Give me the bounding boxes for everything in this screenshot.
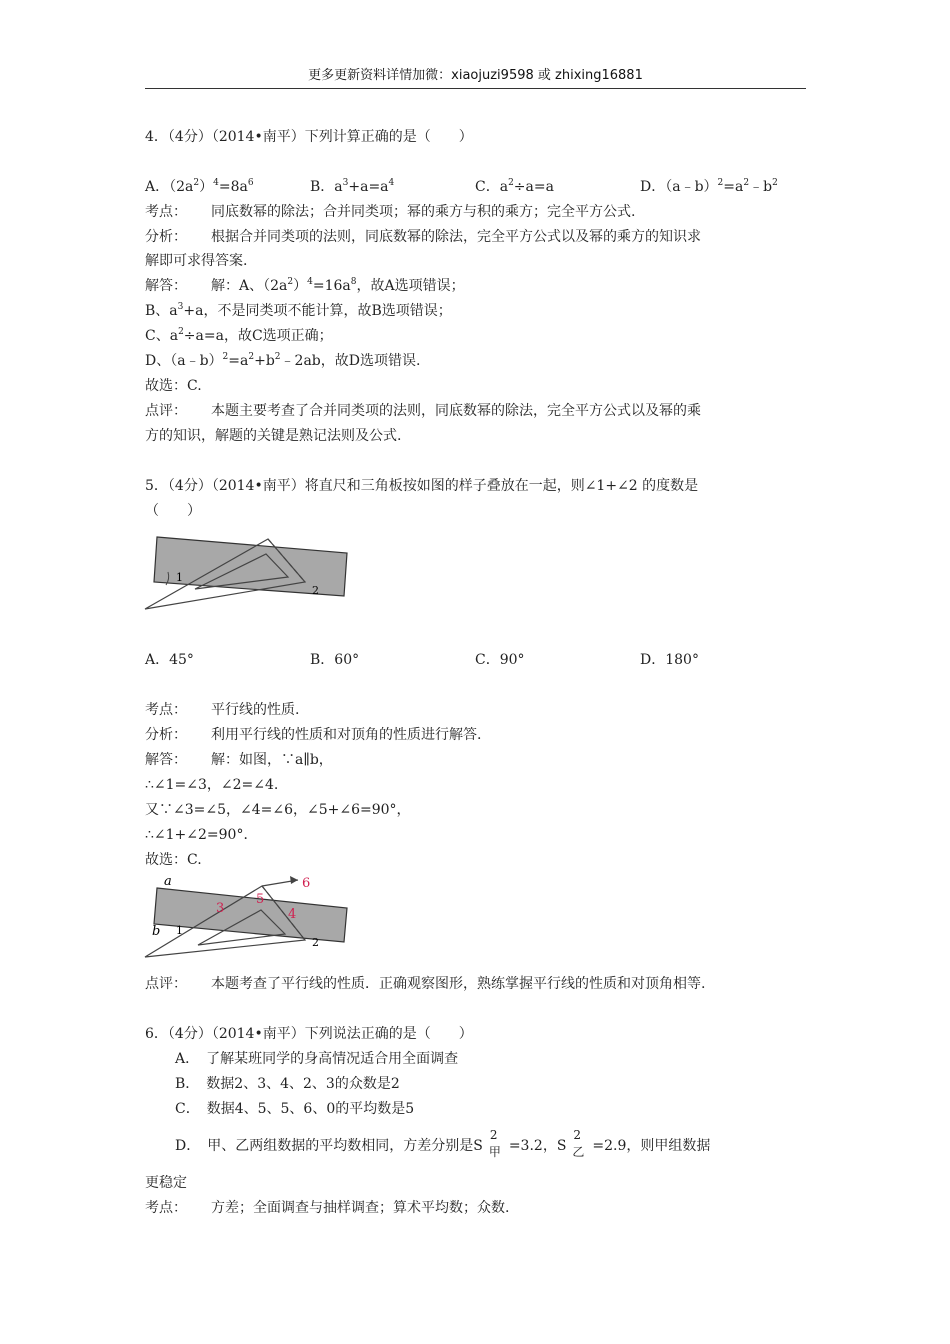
q4-jieda-1: 解答： 解：A、$(2a^2)^4=16a^8$，故A选项错误；	[145, 277, 465, 294]
q5-jieda-3: 又∵∠3=∠5，∠4=∠6，∠5+∠6=90°，	[145, 802, 411, 818]
q5-answer: 故选：C.	[145, 852, 202, 868]
q5-option-b: B．60°	[310, 652, 360, 668]
fig2-label-4: 4	[288, 907, 297, 922]
page-header: 更多更新资料详情加微：xiaojuzi9598 或 zhixing16881	[308, 68, 643, 83]
q6-stem: 6．（4分）（2014•南平）下列说法正确的是（ ）	[145, 1026, 473, 1042]
q5-option-c: C．90°	[475, 652, 525, 668]
fig2-label-a: a	[164, 874, 172, 889]
q6-option-b: B． 数据2、3、4、2、3的众数是2	[175, 1076, 400, 1092]
q6-kaodian: 考点： 方差；全面调查与抽样调查；算术平均数；众数.	[145, 1200, 510, 1216]
q5-jieda-2: ∴∠1=∠3，∠2=∠4.	[145, 777, 279, 793]
q6-option-a: A． 了解某班同学的身高情况适合用全面调查	[175, 1051, 459, 1067]
q4-kaodian: 考点： 同底数幂的除法；合并同类项；幂的乘方与积的乘方；完全平方公式.	[145, 204, 636, 220]
fig2-label-2: 2	[312, 936, 319, 949]
fig2-label-3: 3	[216, 901, 225, 916]
q4-jieda-4: D、$(a﹣b)^2=a^2+b^2﹣2ab$，故D选项错误.	[145, 352, 421, 369]
q5-kaodian: 考点： 平行线的性质.	[145, 702, 300, 718]
q4-answer: 故选：C.	[145, 378, 202, 394]
fig2-label-1: 1	[176, 924, 183, 937]
header-divider	[145, 88, 806, 89]
q4-fenxi-cont: 解即可求得答案.	[145, 253, 248, 269]
q4-fenxi: 分析： 根据合并同类项的法则，同底数幂的除法，完全平方公式以及幂的乘方的知识求	[145, 229, 701, 245]
fig2-label-6: 6	[302, 876, 311, 891]
q5-stem: 5．（4分）（2014•南平）将直尺和三角板按如图的样子叠放在一起，则∠1+∠2 的度数是	[145, 478, 699, 494]
fig2-label-b: b	[152, 924, 161, 939]
fig1-label-2: 2	[312, 584, 319, 597]
q4-option-d: D．$(a﹣b)^2=a^2﹣b^2$	[640, 178, 778, 195]
q5-dianping: 点评： 本题考查了平行线的性质．正确观察图形，熟练掌握平行线的性质和对顶角相等.	[145, 976, 706, 992]
q5-jieda-4: ∴∠1+∠2=90°．	[145, 827, 258, 843]
q4-dianping-cont: 方的知识，解题的关键是熟记法则及公式.	[145, 428, 402, 444]
q4-option-b: B．$a^3+a=a^4$	[310, 178, 395, 195]
q5-jieda-1: 解答： 解：如图，∵a∥b，	[145, 752, 333, 768]
q4-option-c: C．$a^2\div a=a$	[475, 178, 554, 195]
q6-option-d-cont: 更稳定	[145, 1175, 187, 1191]
fig1-label-1: 1	[176, 571, 183, 584]
q5-option-d: D．180°	[640, 652, 699, 668]
q5-solution-figure	[140, 872, 355, 962]
q4-option-a: A．$(2a^2)^4=8a^6$	[145, 178, 254, 195]
q5-stem-cont: （ ）	[145, 503, 201, 519]
q4-jieda-3: C、$a^2\div a=a$，故C选项正确；	[145, 327, 333, 344]
q4-jieda-2: B、$a^3+a$，不是同类项不能计算，故B选项错误；	[145, 302, 452, 319]
q6-option-c: C． 数据4、5、5、6、0的平均数是5	[175, 1101, 415, 1117]
q5-fenxi: 分析： 利用平行线的性质和对顶角的性质进行解答.	[145, 727, 482, 743]
q5-option-a: A．45°	[145, 652, 194, 668]
q6-option-d: D． 甲、乙两组数据的平均数相同，方差分别是S 2 甲 =3.2，S 2 乙 =2.9，则甲组数据	[175, 1128, 711, 1159]
q5-figure-ruler-triangle	[140, 527, 355, 617]
q4-stem: 4．（4分）（2014•南平）下列计算正确的是（ ）	[145, 129, 473, 145]
fig2-label-5: 5	[256, 892, 265, 907]
q4-dianping: 点评： 本题主要考查了合并同类项的法则，同底数幂的除法，完全平方公式以及幂的乘	[145, 403, 701, 419]
